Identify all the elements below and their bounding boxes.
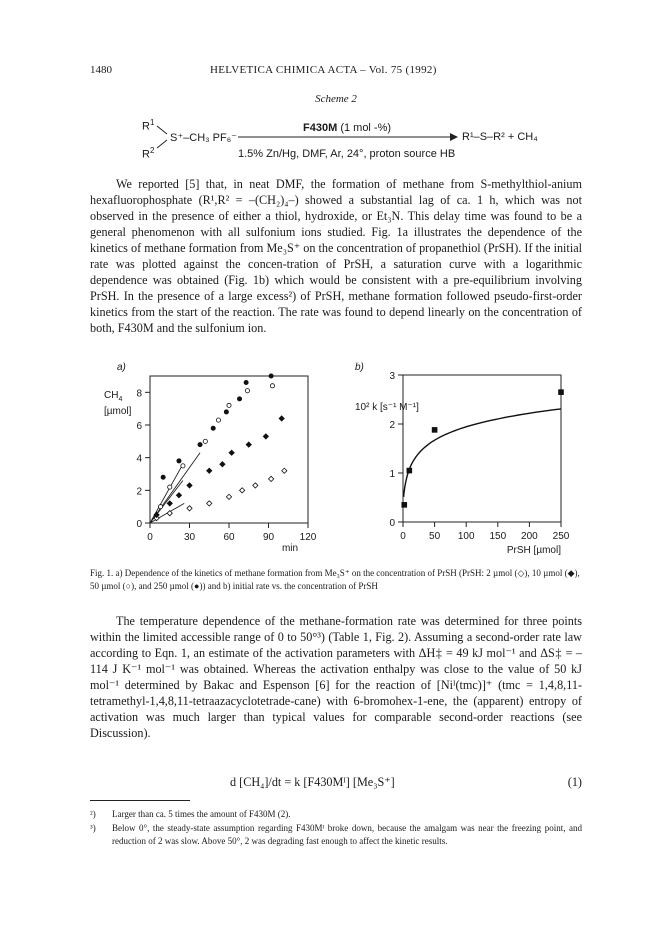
panel-a-point — [158, 505, 162, 509]
panel-a-point — [161, 475, 165, 479]
panel-a-point — [176, 493, 181, 498]
panel-a-ylabel-sub: 4 — [118, 396, 123, 403]
panel-a-point — [177, 459, 181, 463]
panel-a-point — [229, 450, 234, 455]
catalyst-label: F430M (1 mol -%) — [303, 122, 392, 134]
panel-b-xtick-label: 200 — [521, 531, 538, 542]
panel-a-point — [240, 488, 245, 493]
figure-caption: Fig. 1. a) Dependence of the kinetics of methane formation from Me₃S⁺ on the concentration of PrSH (PrSH: 2 µmol (◇), 10 µmol (◆), 50 µmol (○), and 250 µmol (●)) and b) initial rate vs. the concentration of PrSH — [90, 568, 580, 591]
footnote-3-mark: ³) — [90, 823, 96, 833]
paragraph-1 — [90, 176, 582, 336]
panel-a-point — [207, 501, 212, 506]
panel-a-point — [224, 410, 228, 414]
footnote-rule — [90, 800, 190, 801]
bond-lines — [155, 124, 171, 152]
r2-label: $R^2$ — [142, 146, 155, 161]
panel-a-point — [203, 439, 207, 443]
panel-b-xtick-label: 50 — [429, 531, 441, 542]
panel-b-xlabel: PrSH [µmol] — [506, 545, 561, 556]
panel-b-xtick-label: 250 — [552, 531, 570, 542]
footnote-2-text: Larger than ca. 5 times the amount of F430M (2). — [112, 809, 291, 819]
panel-a-point — [220, 462, 225, 467]
panel-a-point — [282, 468, 287, 473]
panel-b-label: b) — [355, 362, 364, 373]
panel-a-xlabel: min — [281, 543, 299, 554]
panel-a-point — [168, 485, 172, 489]
panel-a-point — [216, 418, 220, 422]
panel-a-point — [269, 476, 274, 481]
panel-a-point — [207, 468, 212, 473]
panel-b-ytick-label: 0 — [389, 518, 395, 529]
panel-b-xtick-label: 150 — [489, 531, 507, 542]
panel-b-ytick-label: 1 — [389, 469, 395, 480]
panel-a-point — [167, 511, 172, 516]
paragraph-1-text: We reported [5] that, in neat DMF, the formation of methane from S-methylthiol-anium hexafluorophosphate (R¹,R² = –(CH₂)₄–) showed a substantial lag of ca. 1 h, which was not observed in the presence of either a thiol, hydroxide, or Et₃N. This delay time was found to be a general phenomenon with all sulfonium ions studied. Fig. 1a illustrates the dependence of the kinetics of methane formation from Me₃S⁺ on the concentration of propanethiol (PrSH). If the initial rate was plotted against the concen-tration of PrSH, a saturation curve with a logarithmic dependence was obtained (Fig. 1b) which would be consistent with a pre-equilibrium involving PrSH. In the presence of a large excess²) of PrSH, methane formation followed pseudo-first-order kinetics from the start of the reaction. The rate was found to depend linearly on the concentration of both, F430M and the sulfonium ion. — [90, 177, 582, 335]
scheme-title: Scheme 2 — [315, 93, 357, 105]
panel-a-point — [245, 389, 249, 393]
r1-label: $R^1$ — [142, 118, 155, 133]
footnote-3 — [90, 822, 582, 862]
panel-b-frame — [403, 375, 561, 522]
equation-formula: d [CH₄]/dt = k [F430Mᴵ] [Me₃S⁺] — [230, 775, 395, 789]
panel-a-point — [226, 494, 231, 499]
panel-a-point — [244, 380, 248, 384]
paragraph-2-text: The temperature dependence of the methane-formation rate was determined for three points within the limited accessible range of 0 to 50°³) (Table 1, Fig. 2). Assuming a second-order rate law according to Eqn. 1, an estimate of the activation parameters with ΔH‡ = 49 kJ mol⁻¹ and ΔS‡ = –114 J K⁻¹ mol⁻¹ was obtained. Whereas the activation enthalpy was close to the value of 50 kJ mol⁻¹ determined by Bakac and Espenson [6] for the reaction of [Niᴵ(tmc)]⁺ (tmc = 1,4,8,11-tetramethyl-1,4,8,11-tetraazacyclotetrade-cane) with 6-bromohex-1-ene, the (apparent) entropy of activation was much larger than typical values for comparable second-order reactions (see Discussion). — [90, 614, 582, 740]
paragraph-2 — [90, 613, 582, 741]
panel-a-ytick-label: 8 — [136, 388, 142, 400]
panel-b-point — [401, 502, 407, 508]
product-formula: R¹–S–R² + CH₄ — [462, 131, 538, 143]
reaction-conditions: 1.5% Zn/Hg, DMF, Ar, 24°, proton source HB — [238, 148, 456, 160]
panel-a-point — [270, 384, 274, 388]
panel-b-xtick-label: 100 — [457, 531, 475, 542]
panel-a-label: a) — [117, 362, 126, 373]
panel-a-point — [167, 501, 172, 506]
panel-b-ylabel: 10² k [s⁻¹ M⁻¹] — [355, 402, 419, 413]
equation-number: (1) — [567, 775, 582, 789]
panel-a-point — [211, 426, 215, 430]
reactant-formula: S⁺–CH₃ PF₆⁻ — [170, 132, 237, 144]
panel-a-point — [198, 443, 202, 447]
panel-a-point — [269, 374, 273, 378]
panel-a-point — [227, 403, 231, 407]
reaction-arrow — [238, 132, 458, 142]
panel-a-xtick-label: 0 — [147, 532, 153, 543]
panel-a-xtick-label: 120 — [299, 532, 317, 543]
footnote-2 — [90, 808, 582, 822]
panel-b-point — [558, 389, 564, 395]
panel-a-point — [246, 442, 251, 447]
panel-a-ytick-label: 4 — [136, 453, 142, 465]
panel-b-xtick-label: 0 — [400, 531, 406, 542]
panel-b-ytick-label: 3 — [389, 371, 395, 382]
panel-a-fit-line — [150, 453, 200, 523]
panel-a-point — [237, 397, 241, 401]
panel-a-ylabel: $CH_4$ — [104, 390, 123, 403]
panel-b-curve — [404, 409, 561, 497]
running-header: HELVETICA CHIMICA ACTA – Vol. 75 (1992) — [210, 64, 437, 76]
panel-a-ylabel-unit: [µmol] — [104, 406, 132, 417]
panel-b-ytick-label: 2 — [389, 420, 395, 431]
panel-b-point — [407, 468, 413, 474]
panel-a-point — [181, 464, 185, 468]
panel-a-frame — [150, 376, 308, 523]
panel-a-point — [187, 506, 192, 511]
panel-a-ytick-label: 2 — [136, 486, 142, 498]
panel-a-point — [263, 434, 268, 439]
footnote-3-text: Below 0°, the steady-state assumption regarding F430Mᴵ broke down, because the amalgam was near the freezing point, and reduction of 2 was slow. Above 50°, 2 was degrading fast enough to affect the kinetic results. — [112, 823, 582, 846]
panel-a-xtick-label: 90 — [262, 532, 275, 543]
figure-1 — [0, 360, 672, 565]
panel-a-xtick-label: 60 — [223, 532, 235, 543]
panel-a-point — [253, 483, 258, 488]
panel-a-point — [187, 483, 192, 488]
scheme-reaction — [0, 0, 672, 176]
panel-a-point — [279, 416, 284, 421]
footnote-2-mark: ²) — [90, 809, 96, 819]
panel-a-xtick-label: 30 — [183, 532, 196, 543]
panel-a-ytick-label: 6 — [136, 421, 142, 432]
page-number: 1480 — [90, 64, 112, 76]
panel-a-ytick-label: 0 — [136, 519, 142, 530]
panel-b-point — [432, 427, 438, 433]
